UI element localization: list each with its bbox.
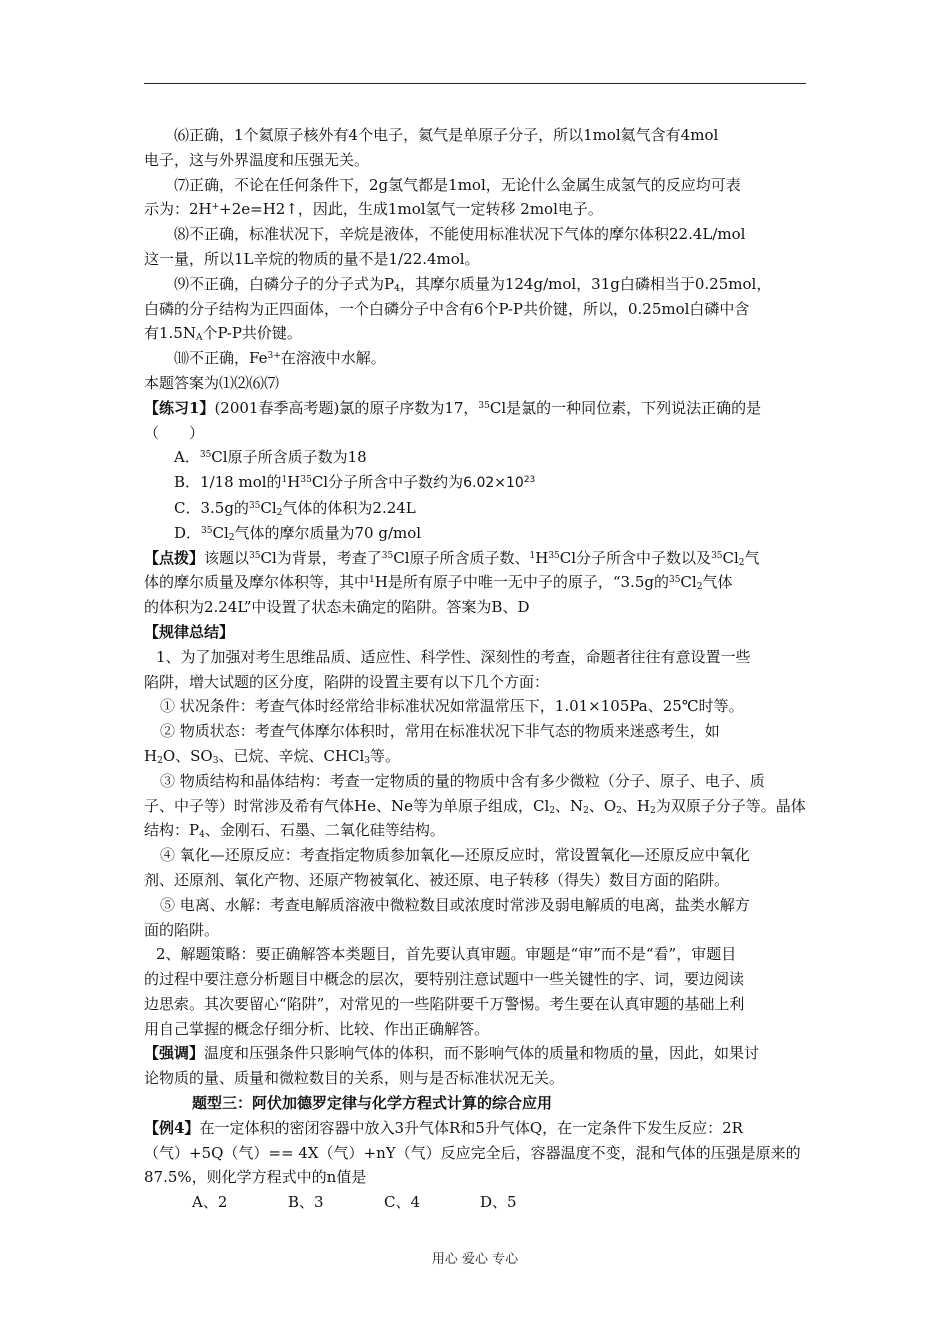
text-line: 边思索。其次要留心“陷阱”，对常见的一些陷阱要千万警惕。考生要在认真审题的基础上利 bbox=[144, 994, 745, 1013]
text-line: ③ 物质结构和晶体结构：考查一定物质的量的物质中含有多少微粒（分子、原子、电子、质 bbox=[160, 771, 765, 790]
text-line: 2、解题策略：要正确解答本类题目，首先要认真审题。审题是“审”而不是“看”，审题目 bbox=[156, 945, 737, 964]
text-line: 有$1.5N_A$个P-P共价键。 bbox=[144, 324, 302, 344]
text-line: 结构：$P_4$、金刚石、石墨、二氧化硅等结构。 bbox=[144, 821, 445, 841]
emphasis-paragraph: 【强调】温度和压强条件只影响气体的体积，而不影响气体的质量和物质的量，因此，如果讨 bbox=[144, 1044, 760, 1063]
text-line: ⑤ 电离、水解：考查电解质溶液中微粒数目或浓度时常涉及弱电解质的电离，盐类水解方 bbox=[160, 895, 750, 914]
text-line: 用自己掌握的概念仔细分析、比较、作出正确解答。 bbox=[144, 1019, 490, 1038]
option-a: A．$^{35}$Cl原子所含质子数为18 bbox=[174, 448, 367, 467]
answer-line: 本题答案为⑴⑵⑹⑺ bbox=[144, 373, 280, 392]
text-line: 的过程中要注意分析题目中概念的层次，要特别注意试题中一些关键性的字、词，要边阅读 bbox=[144, 970, 745, 989]
rule-summary-heading: 【规律总结】 bbox=[144, 622, 235, 641]
choice-d: D、5 bbox=[480, 1193, 517, 1212]
text-line: ④ 氧化—还原反应：考查指定物质参加氧化—还原反应时，常设置氧化—还原反应中氧化 bbox=[160, 846, 750, 865]
text-line: 这一量，所以1L辛烷的物质的量不是1/22.4mol。 bbox=[144, 249, 480, 268]
example-tag: 【例4】 bbox=[144, 1118, 200, 1137]
exercise-tag: 【练习1】 bbox=[144, 398, 215, 417]
choice-a: A、2 bbox=[192, 1193, 228, 1212]
text-line: ⑹正确，1个氦原子核外有4个电子，氦气是单原子分子，所以1mol氦气含有4mol bbox=[174, 126, 719, 144]
choice-c: C、4 bbox=[384, 1193, 421, 1212]
section-heading: 题型三：阿伏加德罗定律与化学方程式计算的综合应用 bbox=[192, 1094, 553, 1113]
text-line: ⑽不正确，$Fe^{3+}$在溶液中水解。 bbox=[174, 349, 386, 368]
exercise-1: 【练习1】(2001春季高考题)氯的原子序数为17，$^{35}$Cl是氯的一种同位素，下列说法正确的是 bbox=[144, 398, 762, 417]
text-line: ② 物质状态：考查气体摩尔体积时，常用在标准状况下非气态的物质来迷惑考生，如 bbox=[160, 722, 720, 741]
header-rule bbox=[144, 83, 806, 84]
option-b: B．1/18 mol的$^1H^{35}Cl$分子所含中子数约为$6.02\times 10^{23}$ bbox=[174, 473, 536, 492]
hint-paragraph: 【点拨】该题以$^{35}$Cl为背景，考查了$^{35}$Cl原子所含质子数、$^1H^{35}Cl$分子所含中子数以及$^{35}Cl_2$气 bbox=[144, 548, 760, 568]
option-c: C．3.5g的$^{35}Cl_2$气体的体积为2.24L bbox=[174, 498, 416, 518]
page-footer: 用心 爱心 专心 bbox=[431, 1252, 519, 1267]
text-line: （ ） bbox=[144, 423, 205, 442]
answer-choices bbox=[144, 1190, 806, 1215]
text-line: 白磷的分子结构为正四面体，一个白磷分子中含有6个P-P共价键，所以，0.25mol白磷中含 bbox=[144, 299, 750, 318]
example-4: 【例4】在一定体积的密闭容器中放入3升气体R和5升气体Q，在一定条件下发生反应：2R bbox=[144, 1118, 743, 1137]
document-body bbox=[144, 123, 806, 1215]
text-line: $H_2O$、$SO_3$、已烷、辛烷、CHCl$_3$等。 bbox=[144, 746, 401, 766]
text-line: 子、中子等）时常涉及希有气体He、Ne等为单原子组成，$Cl_2$、$N_2$、$O_2$、$H_2$为双原子分子等。晶体 bbox=[144, 796, 806, 816]
text-line: 剂、还原剂、氧化产物、还原产物被氧化、被还原、电子转移（得失）数目方面的陷阱。 bbox=[144, 870, 730, 889]
text-line: ① 状况条件：考查气体时经常给非标准状况如常温常压下，1.01×105Pa、25℃时等。 bbox=[160, 697, 744, 716]
text-line: 示为：2H++2e=H2↑，因此，生成1mol氢气一定转移 2mol电子。 bbox=[144, 200, 603, 219]
option-d: D．$^{35}Cl_2$气体的摩尔质量为70 g/mol bbox=[174, 523, 422, 543]
text-line: 论物质的量、质量和微粒数目的关系，则与是否标准状况无关。 bbox=[144, 1069, 565, 1088]
emphasis-tag: 【强调】 bbox=[144, 1044, 205, 1063]
choice-b: B、3 bbox=[288, 1193, 324, 1212]
text-line: 陷阱，增大试题的区分度，陷阱的设置主要有以下几个方面： bbox=[144, 672, 550, 691]
hint-tag: 【点拨】 bbox=[144, 548, 205, 567]
text-line: 面的陷阱。 bbox=[144, 920, 220, 939]
text-line: 87.5%，则化学方程式中的n值是 bbox=[144, 1168, 367, 1187]
text-line: ⑻不正确，标准状况下，辛烷是液体，不能使用标准状况下气体的摩尔体积22.4L/mol bbox=[174, 225, 746, 244]
text-line: 电子，这与外界温度和压强无关。 bbox=[144, 150, 370, 169]
text-line: 1、为了加强对考生思维品质、适应性、科学性、深刻性的考查，命题者往往有意设置一些 bbox=[156, 647, 751, 666]
text-line: （气）+5Q（气）== 4X（气）+nY（气）反应完全后，容器温度不变，混和气体的压强是原来的 bbox=[144, 1143, 801, 1162]
text-line: 体的摩尔质量及摩尔体积等，其中$^1$H是所有原子中唯一无中子的原子，“3.5g的$^{35}Cl_2$气体 bbox=[144, 573, 733, 593]
text-line: ⑼不正确，白磷分子的分子式为$P_4$，其摩尔质量为124g/mol，31g白磷相当于0.25mol， bbox=[174, 274, 772, 294]
text-line: 的体积为2.24L”中设置了状态未确定的陷阱。答案为B、D bbox=[144, 598, 530, 617]
text-line: ⑺正确，不论在任何条件下，2g氢气都是1mol，无论什么金属生成氢气的反应均可表 bbox=[174, 175, 741, 194]
